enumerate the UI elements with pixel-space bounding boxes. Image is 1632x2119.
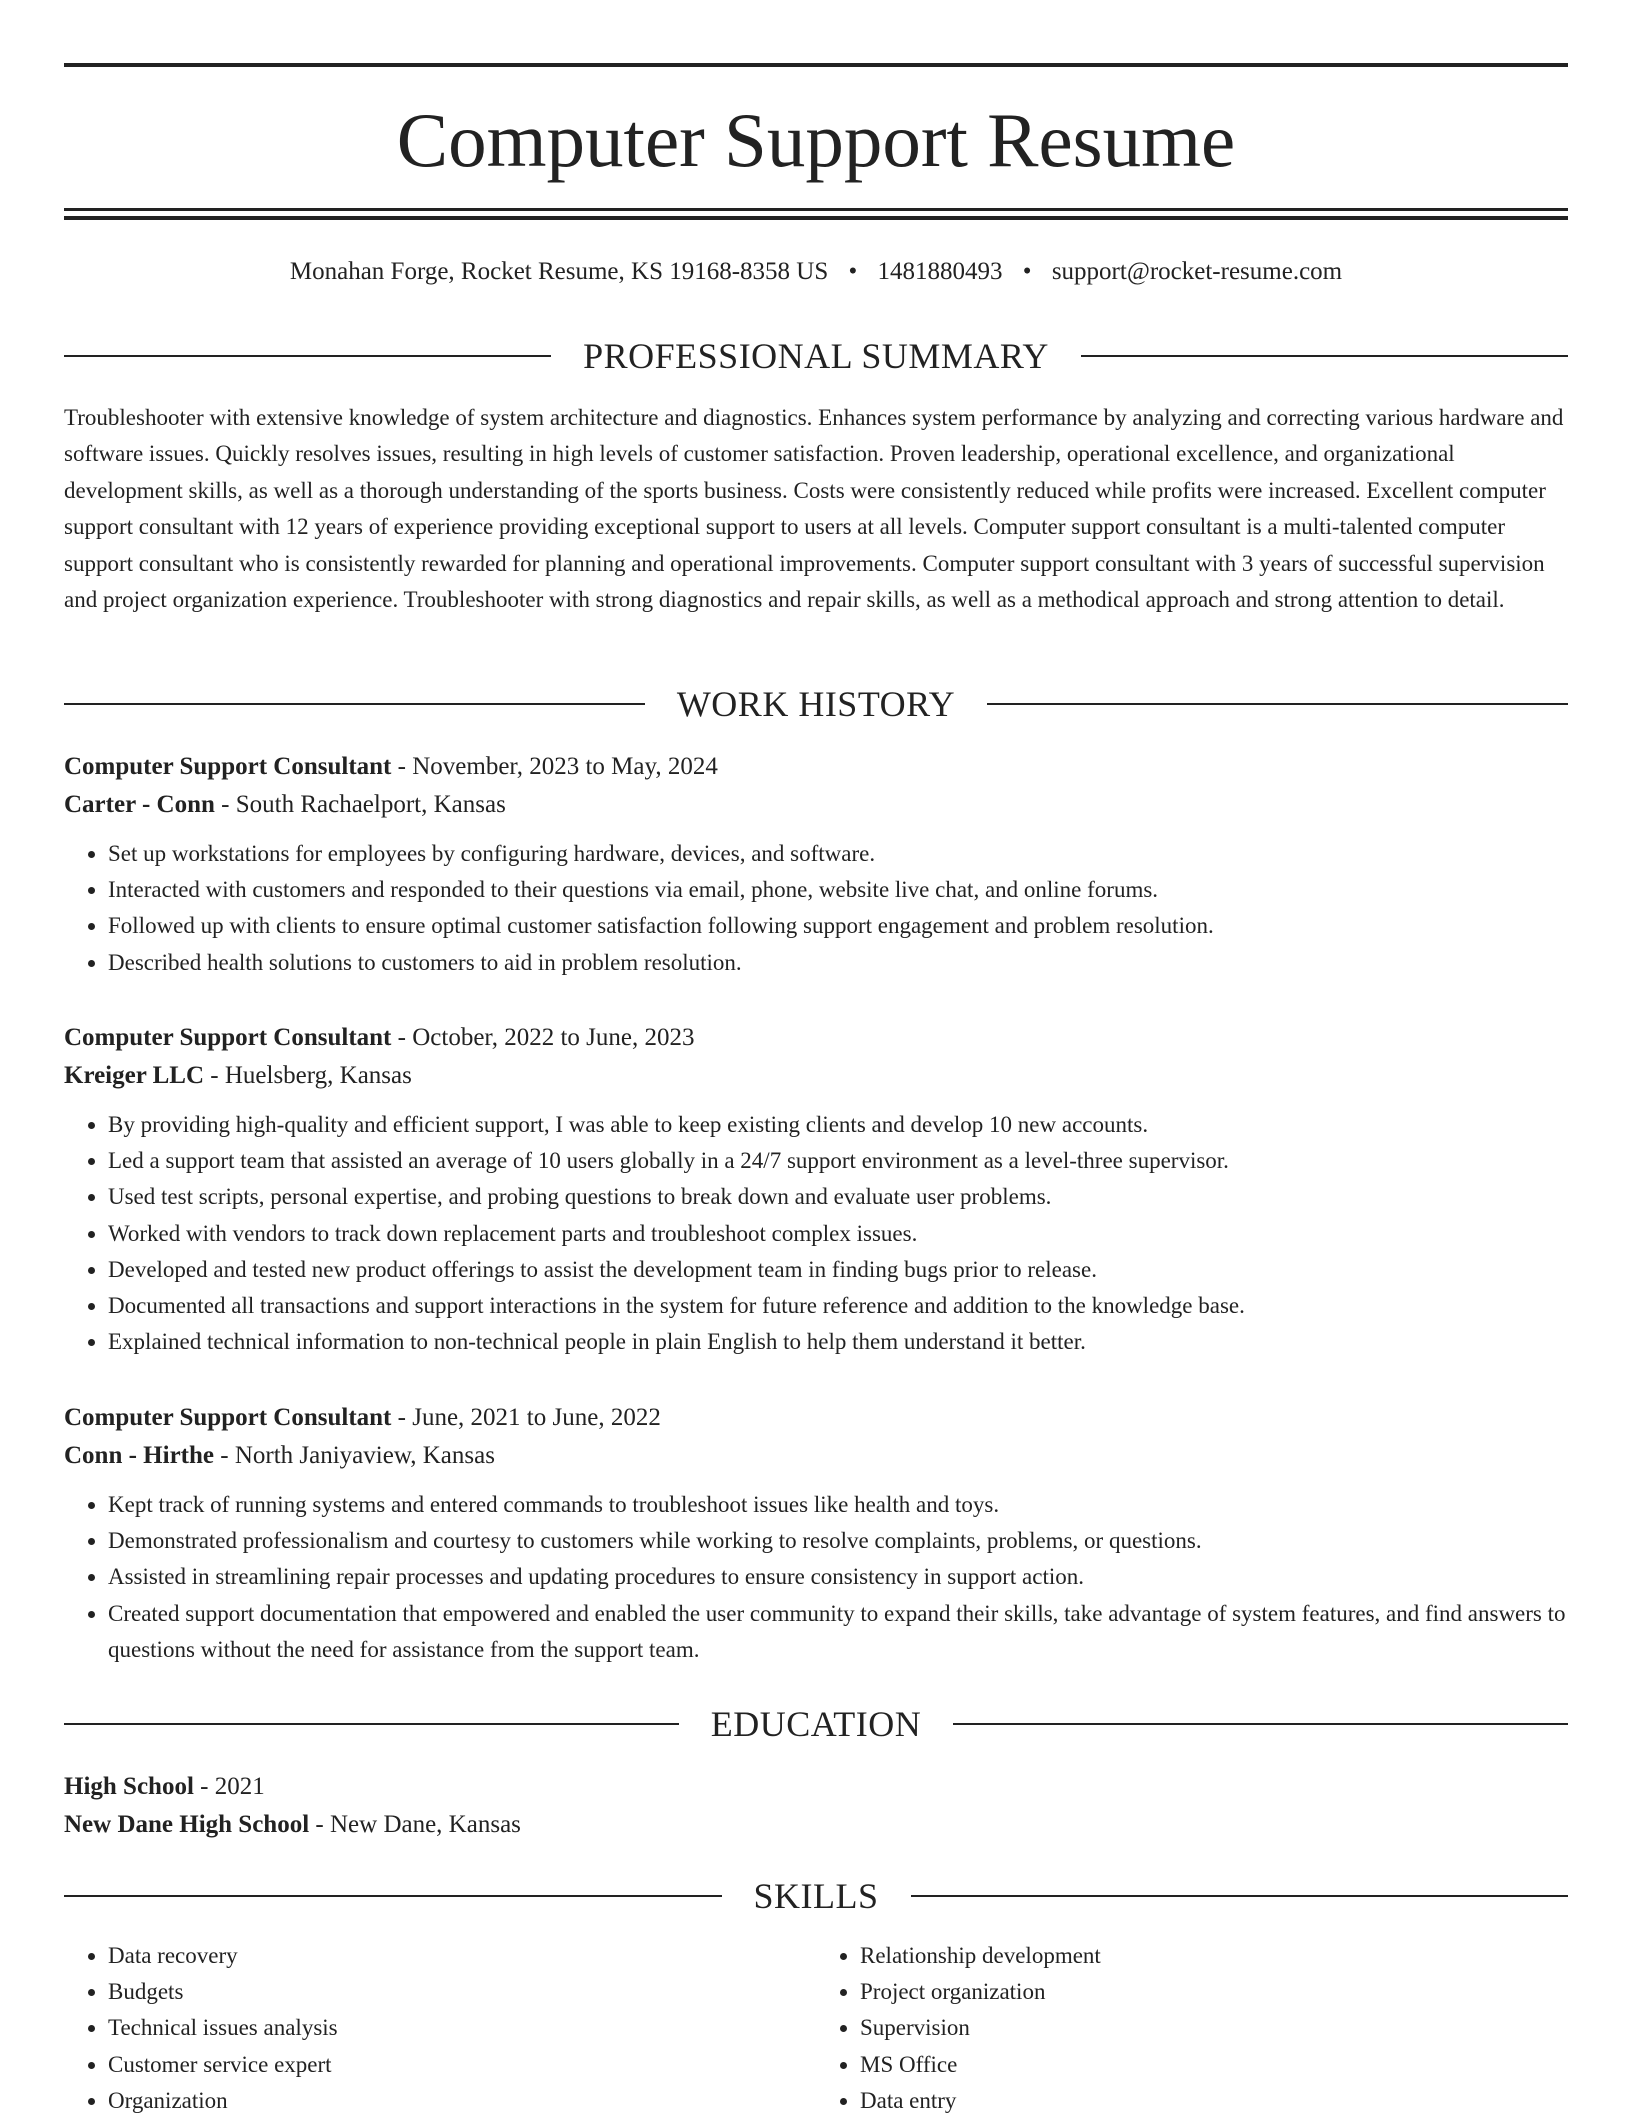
skills-heading-label: SKILLS <box>753 1876 879 1916</box>
job-title-line <box>64 748 1568 786</box>
job-bullet-list <box>64 836 1568 981</box>
professional-summary: Troubleshooter with extensive knowledge of system architecture and diagnostics. Enhances system performance by analyzing and correcting various hardware and software issues. Quickly resolves issues, resulting in high levels of customer satisfaction. Proven leadership, operational excellence, and organizational development skills, as well as a thorough understanding of the sports business. Costs were consistently reduced while profits were increased. Excellent computer support consultant with 12 years of experience providing exceptional support to users at all levels. Computer support consultant is a multi-talented computer support consultant who is consistently rewarded for planning and operational improvements. Computer support consultant with 3 years of successful supervision and project organization experience. Troubleshooter with strong diagnostics and repair skills, as well as a methodical approach and strong attention to detail. <box>64 405 1564 613</box>
job-bullet: • Demonstrated professionalism and courtesy to customers while working to resolve complaints, problems, or questions. <box>108 1523 1568 1559</box>
dash: - <box>391 1404 413 1431</box>
skills-section-heading <box>64 1874 1568 1918</box>
job-company: Conn - Hirthe <box>64 1442 214 1469</box>
job-company: Carter - Conn <box>64 791 215 818</box>
heading-rule <box>1081 355 1568 357</box>
job-bullet: • Interacted with customers and responded to their questions via email, phone, website live chat, and online forums. <box>108 872 1568 908</box>
skill-item: • Project organization <box>860 1974 1568 2010</box>
job-bullet: • By providing high-quality and efficient support, I was able to keep existing clients and develop 10 new accounts. <box>108 1107 1568 1143</box>
skill-item: • Data recovery <box>108 1938 816 1974</box>
heading-rule <box>64 1723 679 1725</box>
job-bullet-list <box>64 1487 1568 1668</box>
skill-item: • Technical issues analysis <box>108 2010 816 2046</box>
contact-separator: • <box>848 258 858 285</box>
summary-section-heading <box>64 334 1568 378</box>
skills-list-left <box>64 1938 816 2119</box>
heading-rule <box>64 703 645 705</box>
job-bullet: • Assisted in streamlining repair processes and updating procedures to ensure consistency in support action. <box>108 1559 1568 1595</box>
education-section-heading <box>64 1702 1568 1746</box>
job-bullet: • Developed and tested new product offerings to assist the development team in finding bugs prior to release. <box>108 1252 1568 1288</box>
work-history-section-heading <box>64 682 1568 726</box>
education-school: New Dane High School <box>64 1811 310 1838</box>
heading-rule <box>953 1723 1568 1725</box>
job-dates: June, 2021 to June, 2022 <box>412 1404 661 1431</box>
heading-rule <box>64 1895 722 1897</box>
skill-item: • Supervision <box>860 2010 1568 2046</box>
dash: - <box>204 1062 225 1089</box>
job-location: South Rachaelport, Kansas <box>235 791 506 818</box>
education-degree-line <box>64 1768 1568 1806</box>
job-title: Computer Support Consultant <box>64 1024 392 1051</box>
work-history-heading-label: WORK HISTORY <box>676 684 956 724</box>
job-entry <box>64 1399 1568 1668</box>
skill-item: • Organization <box>108 2083 816 2119</box>
dash: - <box>214 1442 235 1469</box>
job-bullet: • Explained technical information to non-technical people in plain English to help them understand it better. <box>108 1324 1568 1360</box>
education-school-line <box>64 1806 1568 1844</box>
contact-phone: 1481880493 <box>877 258 1003 285</box>
job-company-line <box>64 1437 1568 1475</box>
job-location: North Janiyaview, Kansas <box>234 1442 495 1469</box>
job-bullet: • Described health solutions to customers to aid in problem resolution. <box>108 945 1568 981</box>
job-company-line <box>64 786 1568 824</box>
job-entry <box>64 1019 1568 1360</box>
dash: - <box>193 1773 215 1800</box>
job-location: Huelsberg, Kansas <box>224 1062 412 1089</box>
skill-item: • Customer service expert <box>108 2047 816 2083</box>
skill-item: • Relationship development <box>860 1938 1568 1974</box>
job-title: Computer Support Consultant <box>64 1404 392 1431</box>
job-bullet: • Kept track of running systems and entered commands to troubleshoot issues like health and toys. <box>108 1487 1568 1523</box>
job-bullet: • Set up workstations for employees by configuring hardware, devices, and software. <box>108 836 1568 872</box>
job-entry <box>64 748 1568 981</box>
heading-rule <box>987 703 1568 705</box>
heading-rule <box>64 355 551 357</box>
education-entry <box>64 1768 1568 1844</box>
contact-email: support@rocket-resume.com <box>1051 258 1343 285</box>
job-bullet: • Created support documentation that empowered and enabled the user community to expand their skills, take advantage of system features, and find answers to questions without the need for assistance from the support team. <box>108 1596 1568 1668</box>
job-dates: October, 2022 to June, 2023 <box>412 1024 695 1051</box>
job-bullet: • Worked with vendors to track down replacement parts and troubleshoot complex issues. <box>108 1216 1568 1252</box>
job-title-line <box>64 1019 1568 1057</box>
title-double-rule <box>64 208 1568 220</box>
contact-address: Monahan Forge, Rocket Resume, KS 19168-8358 US <box>289 258 829 285</box>
education-location: New Dane, Kansas <box>329 1811 521 1838</box>
job-title: Computer Support Consultant <box>64 753 392 780</box>
job-bullet: • Documented all transactions and support interactions in the system for future reference and addition to the knowledge base. <box>108 1288 1568 1324</box>
skills-list-right <box>816 1938 1568 2119</box>
summary-heading-label: PROFESSIONAL SUMMARY <box>583 336 1049 376</box>
job-bullet-list <box>64 1107 1568 1360</box>
job-bullet: • Used test scripts, personal expertise, and probing questions to break down and evaluate user problems. <box>108 1179 1568 1215</box>
job-dates: November, 2023 to May, 2024 <box>412 753 718 780</box>
skill-item: • Data entry <box>860 2083 1568 2119</box>
dash: - <box>391 753 413 780</box>
job-company: Kreiger LLC <box>64 1062 205 1089</box>
dash: - <box>391 1024 413 1051</box>
skill-item: • MS Office <box>860 2047 1568 2083</box>
skill-item: • Budgets <box>108 1974 816 2010</box>
skills-columns <box>64 1938 1568 2119</box>
job-bullet: • Led a support team that assisted an average of 10 users globally in a 24/7 support environment as a level-three supervisor. <box>108 1143 1568 1179</box>
education-degree: High School <box>64 1773 194 1800</box>
resume-title: Computer Support Resume <box>396 97 1236 183</box>
job-title-line <box>64 1399 1568 1437</box>
job-bullet: • Followed up with clients to ensure optimal customer satisfaction following support engagement and problem resolution. <box>108 908 1568 944</box>
dash: - <box>309 1811 330 1838</box>
contact-separator: • <box>1022 258 1032 285</box>
job-company-line <box>64 1057 1568 1095</box>
education-heading-label: EDUCATION <box>710 1704 922 1744</box>
education-year: 2021 <box>214 1773 265 1800</box>
heading-rule <box>911 1895 1569 1897</box>
top-rule <box>64 63 1568 67</box>
contact-line <box>64 256 1568 288</box>
dash: - <box>214 791 236 818</box>
